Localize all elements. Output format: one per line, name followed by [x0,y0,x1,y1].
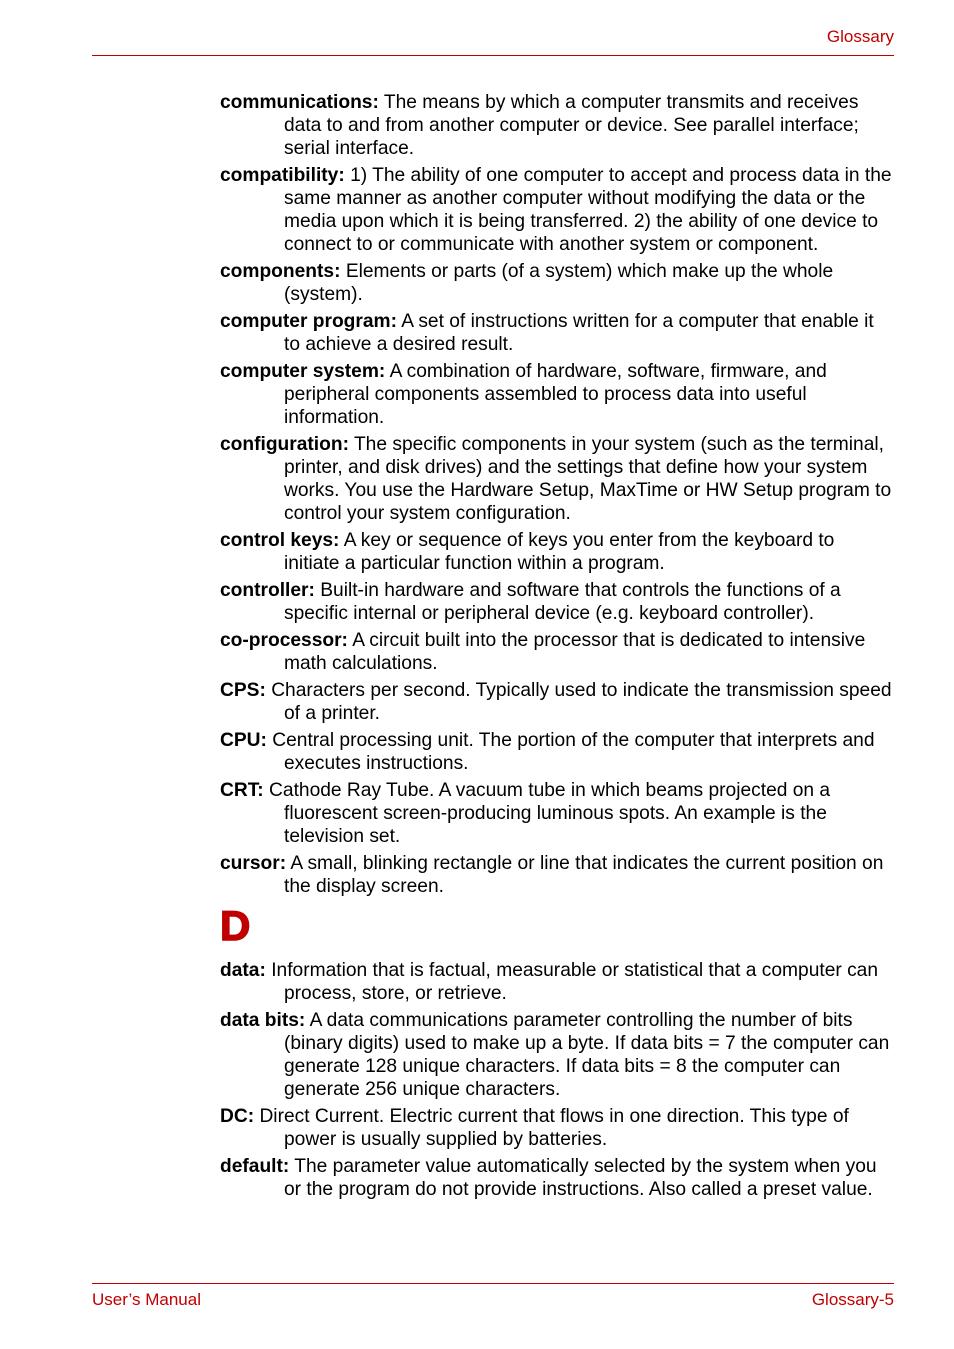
glossary-definition: Characters per second. Typically used to indicate the transmission speed of a printer. [271,680,892,724]
header-rule [92,55,894,56]
glossary-term: data: [220,960,266,981]
glossary-term: controller: [220,580,315,601]
glossary-definition: Direct Current. Electric current that flows in one direction. This type of power is usually supplied by batteries. [259,1106,849,1150]
glossary-entry [220,91,894,160]
glossary-term: configuration: [220,434,349,455]
glossary-entry [220,260,894,306]
section-letter-d: D [220,902,251,949]
glossary-term: CPU: [220,730,267,751]
glossary-definition: Cathode Ray Tube. A vacuum tube in which beams projected on a fluorescent screen-producing luminous spots. An example is the television set. [269,780,831,847]
glossary-entry [220,679,894,725]
glossary-entry [220,729,894,775]
glossary-definition: Central processing unit. The portion of the computer that interprets and executes instructions. [272,730,875,774]
glossary-entry [220,629,894,675]
glossary-term: default: [220,1156,290,1177]
glossary-term: CPS: [220,680,266,701]
footer-manual-title: User’s Manual [92,1290,201,1309]
glossary-entry [220,579,894,625]
glossary-definition: The means by which a computer transmits and receives data to and from another computer or device. See parallel interface; serial interface. [284,92,859,159]
glossary-term: cursor: [220,853,287,874]
glossary-definition: Elements or parts (of a system) which make up the whole (system). [284,261,834,305]
glossary-definition: A small, blinking rectangle or line that indicates the current position on the display screen. [284,853,884,897]
glossary-term: CRT: [220,780,264,801]
glossary-list-d [220,959,894,1201]
glossary-term: compatibility: [220,165,345,186]
glossary-entry [220,360,894,429]
glossary-entry [220,310,894,356]
glossary-entry [220,164,894,256]
glossary-term: co-processor: [220,630,348,651]
glossary-entry [220,1155,894,1201]
glossary-definition: 1) The ability of one computer to accept and process data in the same manner as another computer without modifying the data or the media upon which it is being transferred. 2) the ability of one device to connect to or communicate with another system or component. [284,165,892,255]
glossary-entry [220,433,894,525]
glossary-entry [220,852,894,898]
header-title: Glossary [826,27,894,46]
glossary-term: control keys: [220,530,340,551]
glossary-entry [220,779,894,848]
glossary-term: components: [220,261,341,282]
glossary-term: communications: [220,92,379,113]
glossary-definition: A data communications parameter controlling the number of bits (binary digits) used to make up a byte. If data bits = 7 the computer can generate 128 unique characters. If data bits = 8 the computer can generate 256 unique characters. [284,1010,890,1100]
glossary-term: computer program: [220,311,397,332]
glossary-definition: The specific components in your system (such as the terminal, printer, and disk drives) and the settings that define how your system works. You use the Hardware Setup, MaxTime or HW Setup program to control your system configuration. [284,434,892,524]
glossary-term: DC: [220,1106,255,1127]
footer-page-number: Glossary-5 [811,1290,894,1309]
glossary-entry [220,959,894,1005]
footer-rule [92,1283,894,1284]
glossary-definition: The parameter value automatically selected by the system when you or the program do not provide instructions. Also called a preset value. [284,1156,877,1200]
glossary-definition: Information that is factual, measurable or statistical that a computer can process, store, or retrieve. [271,960,879,1004]
glossary-term: computer system: [220,361,386,382]
glossary-content [220,91,894,1205]
glossary-entry [220,1009,894,1101]
glossary-term: data bits: [220,1010,306,1031]
glossary-list-c [220,91,894,898]
glossary-definition: A key or sequence of keys you enter from the keyboard to initiate a particular function within a program. [284,530,835,574]
glossary-entry [220,1105,894,1151]
glossary-definition: A circuit built into the processor that is dedicated to intensive math calculations. [284,630,866,674]
glossary-definition: A set of instructions written for a computer that enable it to achieve a desired result. [284,311,874,355]
glossary-definition: A combination of hardware, software, firmware, and peripheral components assembled to process data into useful information. [284,361,827,428]
glossary-definition: Built-in hardware and software that controls the functions of a specific internal or peripheral device (e.g. keyboard controller). [284,580,841,624]
glossary-entry [220,529,894,575]
